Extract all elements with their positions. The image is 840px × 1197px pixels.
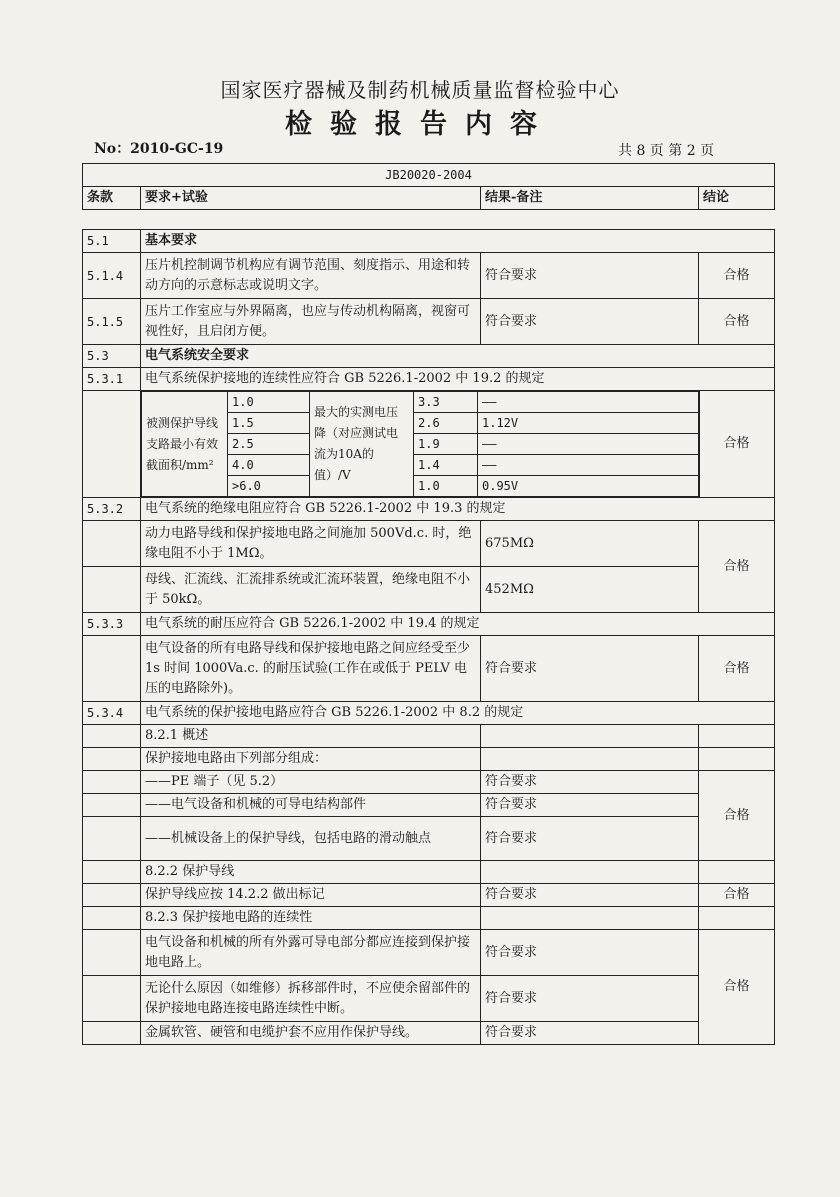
table-row: [83, 861, 775, 884]
empty-cell: [83, 567, 141, 613]
conclusion-cell: 合格: [699, 521, 775, 613]
table-row: [83, 817, 775, 861]
empty-cell: [83, 794, 141, 817]
clause-number: 5.3.3: [83, 613, 141, 636]
organization-name: 国家医疗器械及制药机械质量监督检验中心: [220, 78, 620, 102]
table-row: [83, 368, 775, 391]
requirement-text: 电气设备和机械的所有外露可导电部分都应连接到保护接地电路上。: [141, 930, 481, 976]
result-cell: 符合要求: [481, 636, 699, 702]
table-row: [83, 299, 775, 345]
requirement-text: 电气系统的耐压应符合 GB 5226.1-2002 中 19.4 的规定: [141, 613, 775, 636]
empty-cell: [83, 817, 141, 861]
voltage-limit: 3.3: [414, 392, 478, 413]
empty-cell: [83, 907, 141, 930]
empty-cell: [481, 861, 699, 884]
empty-cell: [83, 771, 141, 794]
requirement-text: 压片机控制调节机构应有调节范围、刻度指示、用途和转动方向的示意标志或说明文字。: [141, 253, 481, 299]
table-row: [83, 771, 775, 794]
requirement-text: ——电气设备和机械的可导电结构部件: [141, 794, 481, 817]
col-clause-header: 条款: [83, 187, 141, 210]
result-cell: 符合要求: [481, 771, 699, 794]
table-row: [83, 1022, 775, 1045]
subsection-title: 8.2.3 保护接地电路的连续性: [141, 907, 481, 930]
clause-number: 5.3.4: [83, 702, 141, 725]
result-cell: 符合要求: [481, 794, 699, 817]
voltage-drop-table: [141, 391, 699, 498]
requirement-text: 电气系统的绝缘电阻应符合 GB 5226.1-2002 中 19.3 的规定: [141, 498, 775, 521]
table-row: [83, 794, 775, 817]
col-requirement-header: 要求+试验: [141, 187, 481, 210]
col-conclusion-header: 结论: [699, 187, 775, 210]
requirement-text: 动力电路导线和保护接地电路之间施加 500Vd.c. 时，绝缘电阻不小于 1MΩ。: [141, 521, 481, 567]
requirement-text: 基本要求: [141, 230, 775, 253]
requirement-text: 电气系统的保护接地电路应符合 GB 5226.1-2002 中 8.2 的规定: [141, 702, 775, 725]
empty-cell: [699, 861, 775, 884]
standard-number: JB20020-2004: [83, 164, 775, 187]
voltage-result: 1.12V: [478, 413, 700, 434]
result-cell: 符合要求: [481, 976, 699, 1022]
table-row: [83, 521, 775, 567]
empty-cell: [481, 907, 699, 930]
clause-number: 5.1: [83, 230, 141, 253]
requirement-text: 电气系统保护接地的连续性应符合 GB 5226.1-2002 中 19.2 的规定: [141, 368, 775, 391]
empty-cell: [83, 976, 141, 1022]
voltage-result: 0.95V: [478, 476, 700, 497]
empty-cell: [83, 1022, 141, 1045]
conclusion-cell: 合格: [699, 884, 775, 907]
empty-cell: [83, 861, 141, 884]
inspection-table: [82, 229, 775, 1045]
result-cell: 675MΩ: [481, 521, 699, 567]
table-row: [83, 498, 775, 521]
clause-number: 5.1.5: [83, 299, 141, 345]
header-table: [82, 163, 775, 210]
voltage-limit: 1.0: [414, 476, 478, 497]
empty-cell: [83, 636, 141, 702]
table-row: [83, 748, 775, 771]
result-cell: 符合要求: [481, 817, 699, 861]
empty-cell: [699, 725, 775, 748]
table-row: [83, 725, 775, 748]
result-cell: 符合要求: [481, 930, 699, 976]
empty-cell: [481, 725, 699, 748]
voltage-limit: 1.9: [414, 434, 478, 455]
pe-size-value: 1.0: [228, 392, 310, 413]
voltage-limit: 1.4: [414, 455, 478, 476]
table-row: [83, 702, 775, 725]
requirement-text: ——机械设备上的保护导线，包括电路的滑动触点: [141, 817, 481, 861]
requirement-text: 保护接地电路由下列部分组成：: [141, 748, 481, 771]
requirement-text: 金属软管、硬管和电缆护套不应用作保护导线。: [141, 1022, 481, 1045]
clause-number: 5.3.2: [83, 498, 141, 521]
table-row: [83, 636, 775, 702]
requirement-text: ——PE 端子（见 5.2）: [141, 771, 481, 794]
requirement-text: 保护导线应按 14.2.2 做出标记: [141, 884, 481, 907]
page-count: 共 8 页 第 2 页: [618, 143, 715, 159]
empty-cell: [83, 521, 141, 567]
empty-cell: [83, 725, 141, 748]
result-cell: 符合要求: [481, 299, 699, 345]
conclusion-cell: 合格: [699, 391, 775, 498]
pe-size-value: 2.5: [228, 434, 310, 455]
table-row: [83, 253, 775, 299]
conclusion-cell: 合格: [699, 253, 775, 299]
result-cell: 符合要求: [481, 253, 699, 299]
result-cell: 符合要求: [481, 884, 699, 907]
table-row: [83, 907, 775, 930]
voltage-result: ——: [478, 455, 700, 476]
pe-size-label: 被测保护导线支路最小有效截面积/mm²: [142, 392, 228, 497]
clause-number: 5.3.1: [83, 368, 141, 391]
requirement-text: 电气设备的所有电路导线和保护接地电路之间应经受至少 1s 时间 1000Va.c. 的耐压试验(工作在或低于 PELV 电压的电路除外)。: [141, 636, 481, 702]
empty-cell: [83, 391, 141, 498]
table-row: [83, 884, 775, 907]
empty-cell: [83, 930, 141, 976]
pe-size-value: >6.0: [228, 476, 310, 497]
requirement-text: 无论什么原因（如维修）拆移部件时，不应使余留部件的保护接地电路连接电路连续性中断。: [141, 976, 481, 1022]
voltage-limit: 2.6: [414, 413, 478, 434]
conclusion-cell: 合格: [699, 771, 775, 861]
conclusion-cell: 合格: [699, 299, 775, 345]
report-number: No：2010-GC-19: [94, 141, 224, 157]
voltage-drop-label: 最大的实测电压降（对应测试电流为10A的值）/V: [310, 392, 414, 497]
table-row: [83, 613, 775, 636]
table-row: [83, 230, 775, 253]
empty-cell: [481, 748, 699, 771]
conclusion-cell: 合格: [699, 930, 775, 1045]
clause-number: 5.1.4: [83, 253, 141, 299]
result-cell: 452MΩ: [481, 567, 699, 613]
empty-cell: [83, 884, 141, 907]
col-result-header: 结果-备注: [481, 187, 699, 210]
requirement-text: 母线、汇流线、汇流排系统或汇流环装置，绝缘电阻不小于 50kΩ。: [141, 567, 481, 613]
voltage-result: ——: [478, 392, 700, 413]
empty-cell: [699, 748, 775, 771]
empty-cell: [83, 748, 141, 771]
result-cell: 符合要求: [481, 1022, 699, 1045]
empty-cell: [699, 907, 775, 930]
subsection-title: 8.2.2 保护导线: [141, 861, 481, 884]
pe-size-value: 1.5: [228, 413, 310, 434]
page-title: 检验报告内容: [285, 109, 555, 140]
pe-size-value: 4.0: [228, 455, 310, 476]
requirement-text: 压片工作室应与外界隔离，也应与传动机构隔离，视窗可视性好，且启闭方便。: [141, 299, 481, 345]
subsection-title: 8.2.1 概述: [141, 725, 481, 748]
table-row: [83, 976, 775, 1022]
requirement-text: 电气系统安全要求: [141, 345, 775, 368]
table-row: [83, 567, 775, 613]
table-row: [83, 345, 775, 368]
conclusion-cell: 合格: [699, 636, 775, 702]
clause-number: 5.3: [83, 345, 141, 368]
table-row: [83, 391, 775, 498]
voltage-result: ——: [478, 434, 700, 455]
table-row: [83, 930, 775, 976]
